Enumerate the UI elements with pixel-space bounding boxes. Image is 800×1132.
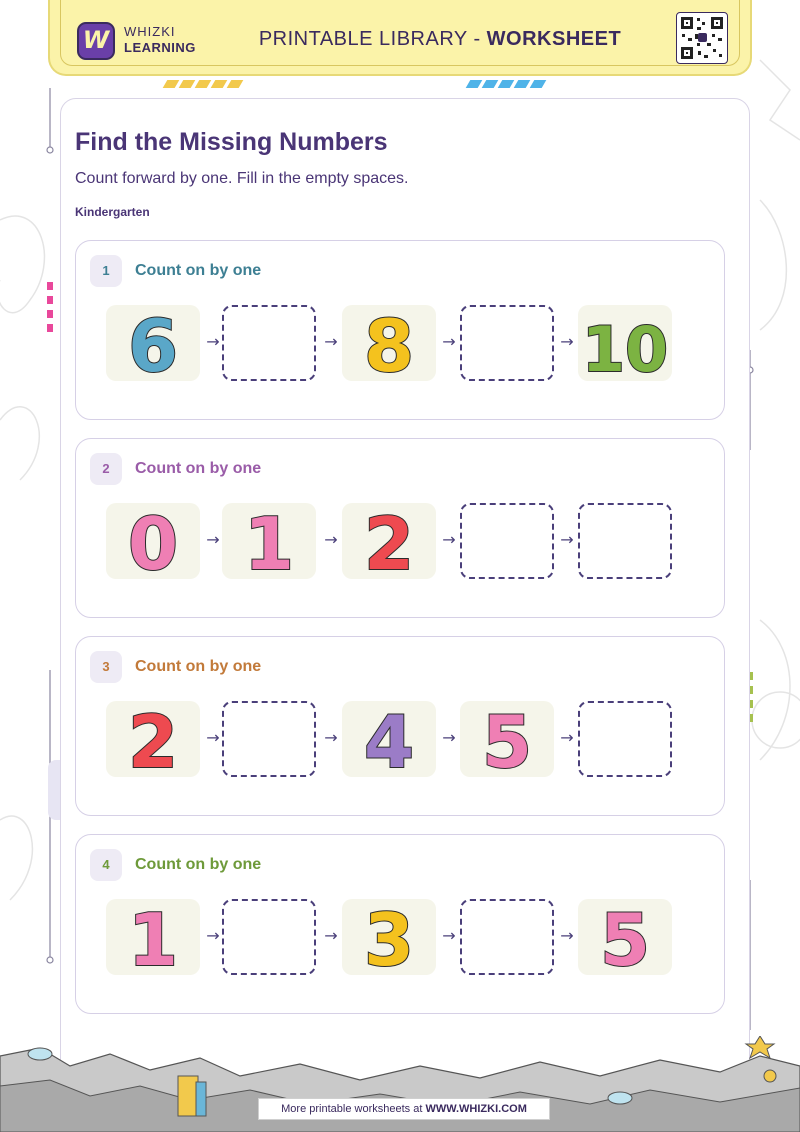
problem-label: Count on by one: [135, 460, 262, 477]
number-value: 1: [243, 502, 295, 586]
blue-stripes: [468, 80, 544, 90]
number-value: 3: [363, 898, 415, 982]
problem-card: [75, 834, 725, 1014]
number-box: [578, 305, 672, 386]
number-value: 4: [363, 700, 415, 784]
number-value: 1: [127, 898, 179, 982]
arrow-right-icon: →: [324, 926, 338, 945]
arrow-right-icon: →: [560, 332, 574, 351]
arrow-right-icon: →: [442, 728, 456, 747]
problem-card: [75, 636, 725, 816]
number-box: [460, 700, 554, 784]
header-title: [240, 28, 640, 51]
arrow-right-icon: →: [206, 728, 220, 747]
arrow-right-icon: →: [560, 728, 574, 747]
problem-label: Count on by one: [135, 856, 262, 873]
problem-number: 1: [90, 255, 122, 287]
number-box: [106, 304, 200, 388]
number-value: 6: [127, 304, 179, 388]
number-box: [106, 898, 200, 982]
arrow-right-icon: →: [560, 926, 574, 945]
whizki-logo-icon: W: [77, 22, 115, 60]
answer-blank-box[interactable]: [578, 503, 672, 579]
number-box: [106, 502, 200, 586]
arrow-right-icon: →: [324, 530, 338, 549]
problem-card: [75, 438, 725, 618]
brand-name: [124, 24, 196, 56]
number-value: 8: [363, 304, 415, 388]
arrow-right-icon: →: [206, 332, 220, 351]
number-value: 5: [599, 898, 651, 982]
answer-blank-box[interactable]: [222, 899, 316, 975]
brand-line2: LEARNING: [124, 40, 196, 55]
header-title-plain: PRINTABLE LIBRARY -: [258, 28, 487, 50]
number-box: [222, 502, 316, 586]
arrow-right-icon: →: [324, 728, 338, 747]
problem-label: Count on by one: [135, 262, 262, 279]
worksheet-title: Find the Missing Numbers: [75, 128, 388, 156]
qr-code-icon: [676, 12, 728, 64]
answer-blank-box[interactable]: [578, 701, 672, 777]
arrow-right-icon: →: [560, 530, 574, 549]
answer-blank-box[interactable]: [222, 701, 316, 777]
yellow-stripes: [165, 80, 241, 90]
number-box: [106, 700, 200, 784]
worksheet-instructions: Count forward by one. Fill in the empty spaces.: [75, 170, 409, 187]
brand-line1: WHIZKI: [124, 24, 176, 39]
arrow-right-icon: →: [206, 530, 220, 549]
arrow-right-icon: →: [324, 332, 338, 351]
number-value: 0: [127, 502, 179, 586]
header-title-bold: WORKSHEET: [486, 28, 622, 50]
problem-card: [75, 240, 725, 420]
problem-number: 3: [90, 651, 122, 683]
footer-text-plain: More printable worksheets at: [281, 1103, 426, 1115]
problem-number: 2: [90, 453, 122, 485]
worksheet-header: [48, 0, 752, 76]
footer-link[interactable]: [258, 1098, 550, 1120]
answer-blank-box[interactable]: [460, 503, 554, 579]
number-box: [578, 898, 672, 982]
arrow-right-icon: →: [442, 530, 456, 549]
number-box: [342, 502, 436, 586]
grade-level: Kindergarten: [75, 205, 150, 219]
answer-blank-box[interactable]: [460, 899, 554, 975]
number-box: [342, 898, 436, 982]
number-value: 5: [481, 700, 533, 784]
problem-number: 4: [90, 849, 122, 881]
arrow-right-icon: →: [442, 332, 456, 351]
number-value: 2: [127, 700, 179, 784]
answer-blank-box[interactable]: [222, 305, 316, 381]
arrow-right-icon: →: [442, 926, 456, 945]
number-value: 10: [581, 313, 669, 386]
arrow-right-icon: →: [206, 926, 220, 945]
number-box: [342, 700, 436, 784]
problem-label: Count on by one: [135, 658, 262, 675]
number-box: [342, 304, 436, 388]
answer-blank-box[interactable]: [460, 305, 554, 381]
number-value: 2: [363, 502, 415, 586]
footer-url[interactable]: WWW.WHIZKI.COM: [425, 1103, 527, 1115]
